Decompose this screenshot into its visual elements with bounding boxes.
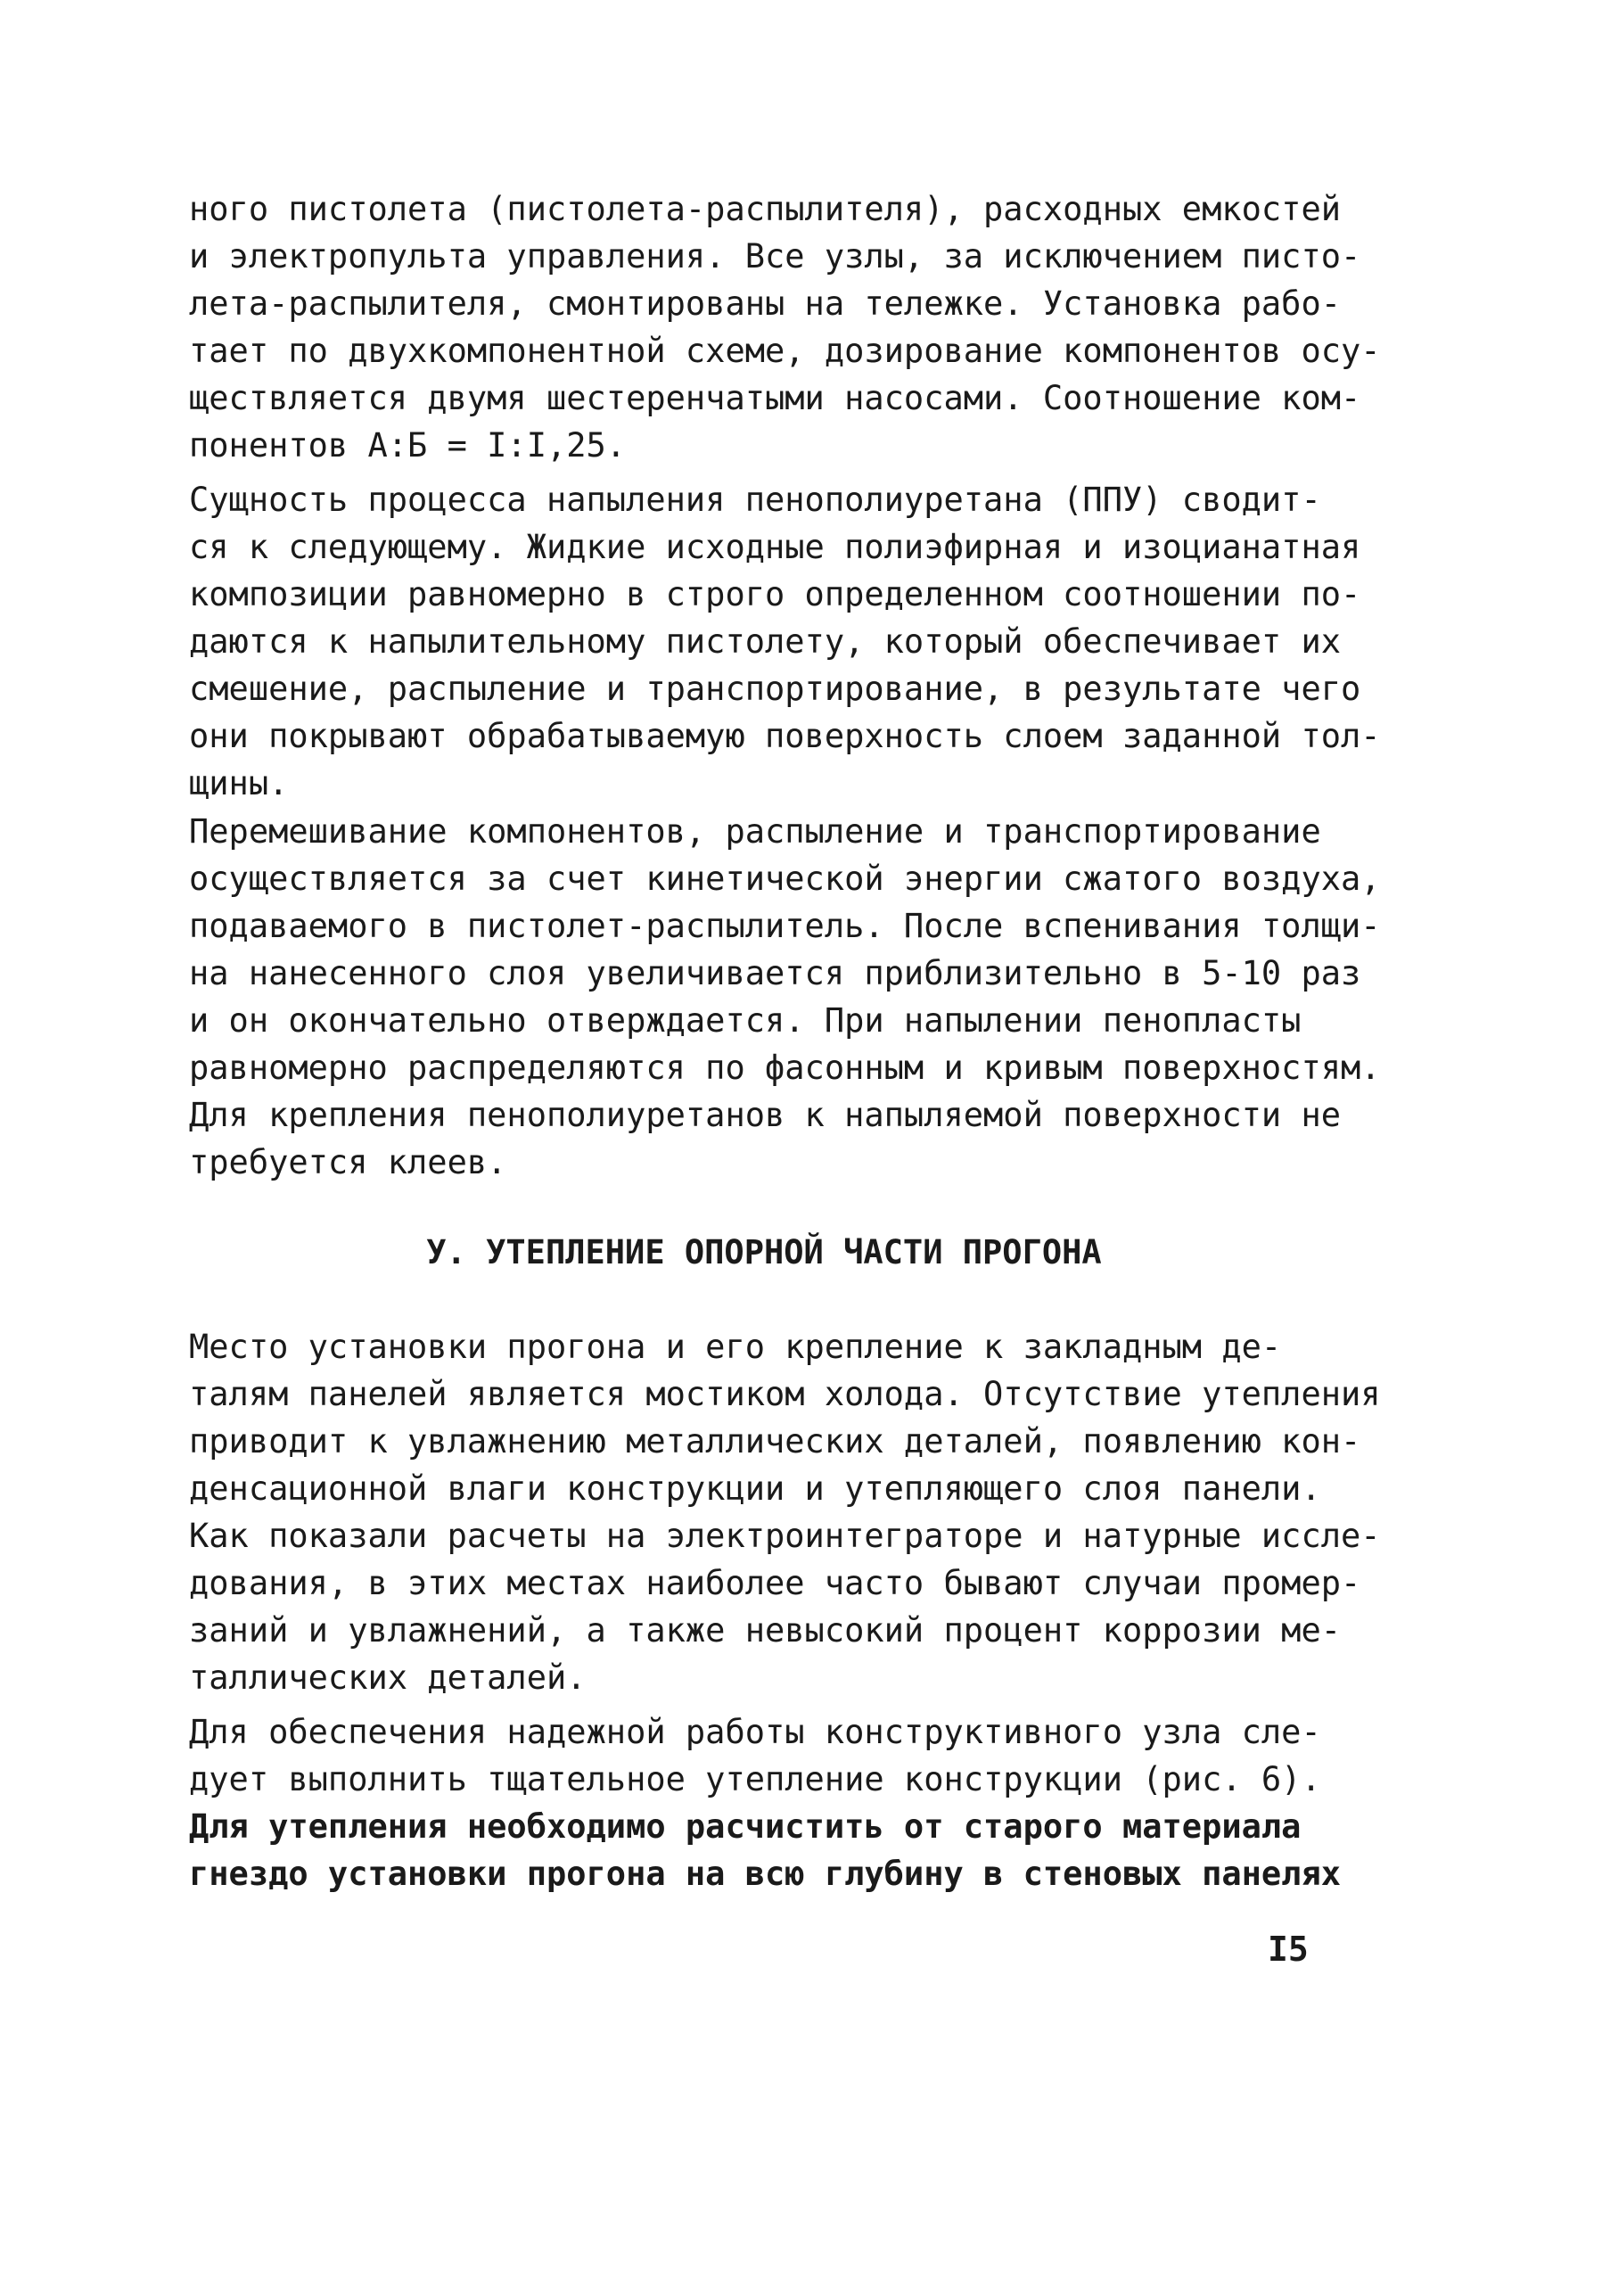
- paragraph-mixing: [189, 808, 1381, 1186]
- text-line: Сущность процесса напыления пенополиуретана (ППУ) сводит-: [189, 481, 1321, 519]
- text-line: Для обеспечения надежной работы конструктивного узла сле-: [189, 1713, 1321, 1751]
- text-line: смешение, распыление и транспортирование, в результате чего: [189, 670, 1361, 708]
- page-number: I5: [1268, 1930, 1309, 1969]
- text-line: ществляется двумя шестеренчатыми насосами. Соотношение ком-: [189, 379, 1361, 417]
- text-line: они покрывают обрабатываемую поверхность слоем заданной тол-: [189, 717, 1381, 755]
- paragraph-pistol-installation: [189, 185, 1381, 469]
- text-line: щины.: [189, 764, 289, 802]
- text-line: Как показали расчеты на электроинтеграторе и натурные иссле-: [189, 1517, 1381, 1555]
- text-line: Место установки прогона и его крепление к закладным де-: [189, 1328, 1282, 1366]
- text-line: гнездо установки прогона на всю глубину в стеновых панелях: [189, 1855, 1342, 1893]
- text-line: талям панелей является мостиком холода. Отсутствие утепления: [189, 1375, 1381, 1413]
- text-line: осуществляется за счет кинетической энергии сжатого воздуха,: [189, 860, 1381, 898]
- paragraph-cold-bridge: [189, 1323, 1381, 1701]
- text-line: требуется клеев.: [189, 1143, 507, 1181]
- paragraph-spraying-process: [189, 476, 1381, 807]
- text-line: равномерно распределяются по фасонным и кривым поверхностям.: [189, 1049, 1381, 1087]
- text-line: композиции равномерно в строго определенном соотношении по-: [189, 575, 1361, 613]
- paragraph-reliable-operation: [189, 1708, 1339, 1803]
- text-line: дует выполнить тщательное утепление конструкции (рис. 6).: [189, 1760, 1321, 1798]
- text-line: приводит к увлажнению металлических деталей, появлению кон-: [189, 1422, 1361, 1461]
- text-line: и электропульта управления. Все узлы, за исключением писто-: [189, 237, 1361, 276]
- text-line: даются к напылительному пистолету, который обеспечивает их: [189, 622, 1342, 661]
- text-line: подаваемого в пистолет-распылитель. После вспенивания толщи-: [189, 907, 1381, 945]
- text-line: на нанесенного слоя увеличивается приблизительно в 5-10 раз: [189, 954, 1361, 992]
- text-line: ного пистолета (пистолета-распылителя), расходных емкостей: [189, 190, 1342, 228]
- text-line: таллических деталей.: [189, 1658, 587, 1697]
- text-line: лета-распылителя, смонтированы на тележке. Установка рабо-: [189, 284, 1342, 323]
- section-heading: У. УТЕПЛЕНИЕ ОПОРНОЙ ЧАСТИ ПРОГОНА: [426, 1233, 1102, 1271]
- text-line: дования, в этих местах наиболее часто бывают случаи промер-: [189, 1564, 1361, 1602]
- text-line: Для крепления пенополиуретанов к напыляемой поверхности не: [189, 1096, 1342, 1134]
- text-line: ся к следующему. Жидкие исходные полиэфирная и изоцианатная: [189, 528, 1361, 566]
- text-line: понентов А:Б = I:I,25.: [189, 426, 627, 465]
- text-line: Перемешивание компонентов, распыление и транспортирование: [189, 812, 1321, 851]
- paragraph-insulation-steps: [189, 1803, 1342, 1897]
- text-line: заний и увлажнений, а также невысокий процент коррозии ме-: [189, 1611, 1342, 1650]
- text-line: Для утепления необходимо расчистить от старого материала: [189, 1807, 1302, 1846]
- text-line: тает по двухкомпонентной схеме, дозирование компонентов осу-: [189, 332, 1381, 370]
- text-line: денсационной влаги конструкции и утепляющего слоя панели.: [189, 1469, 1321, 1508]
- text-line: и он окончательно отверждается. При напылении пенопласты: [189, 1001, 1302, 1040]
